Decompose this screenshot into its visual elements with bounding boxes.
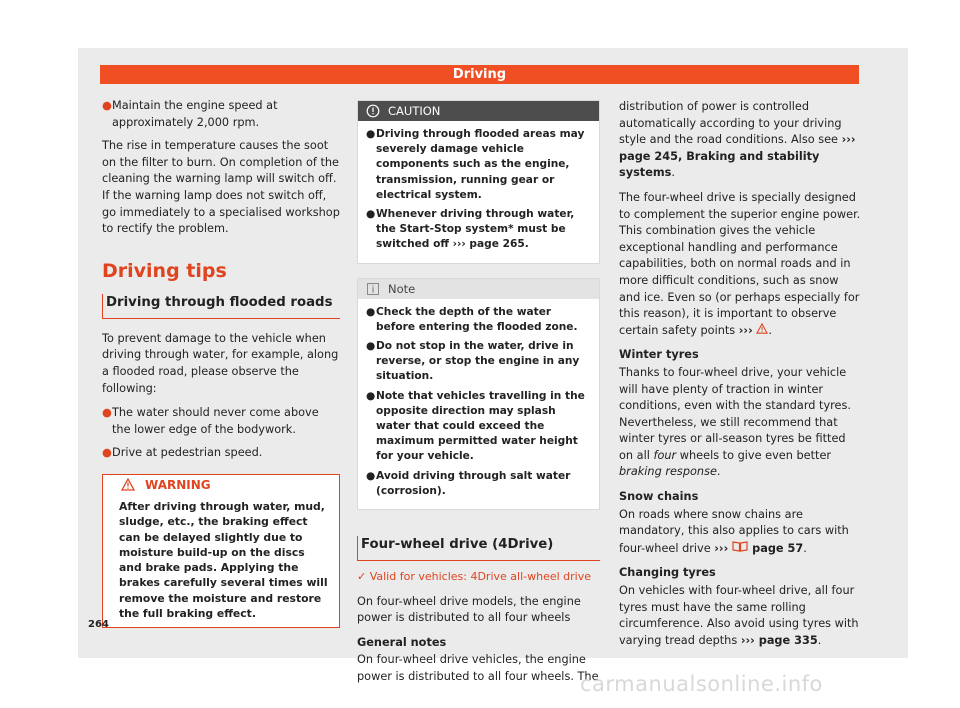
bullet-dot: ●: [366, 389, 376, 402]
caution-body: [358, 121, 599, 263]
paragraph: On four-wheel drive vehicles, the engine power is distributed to all four wheels. The: [357, 653, 599, 684]
minor-heading: Snow chains: [619, 490, 699, 504]
section-title: Driving tips: [102, 259, 227, 282]
paragraph: On roads where snow chains are mandatory, this also applies to cars with four-wheel drive ››› page 57.: [619, 507, 849, 555]
list-item: ● Whenever driving through water, the Start-Stop system* must be switched off ››› page 265.: [366, 208, 575, 251]
minor-heading: General notes: [357, 635, 447, 649]
list-item: ● Check the depth of the water before entering the flooded zone.: [366, 305, 578, 333]
list-item: ● Avoid driving through salt water (corrosion).: [366, 469, 571, 497]
warning-triangle-icon: [121, 478, 135, 491]
paragraph: To prevent damage to the vehicle when driving through water, for example, along a flooded road, please observe the following:: [102, 331, 339, 395]
column-left: [102, 98, 340, 628]
paragraph: On four-wheel drive models, the engine power is distributed to all four wheels: [357, 594, 581, 625]
watermark: carmanualsonline.info: [580, 672, 823, 696]
running-header: Driving: [100, 65, 859, 84]
note-body: [358, 299, 599, 509]
page-link[interactable]: ››› page 57: [714, 541, 804, 555]
bullet-dot: ●: [366, 128, 376, 140]
paragraph: distribution of power is controlled automatically according to your driving style and the road conditions. Also see ››› page 245, Braking and stability systems.: [619, 100, 856, 180]
list-item: ● Drive at pedestrian speed.: [102, 445, 340, 462]
list-item: ● Maintain the engine speed at approximately 2,000 rpm.: [102, 99, 278, 129]
note-header: Note: [358, 279, 599, 299]
paragraph: The rise in temperature causes the soot on the filter to burn. On completion of the cleaning the warning lamp will switch off. If the warning lamp does not switch off, go immediately to a specialised workshop to rectify the problem.: [102, 139, 340, 236]
bullet-dot: ●: [366, 305, 376, 318]
bullet-dot: ●: [366, 208, 376, 221]
list-item: ● The water should never come above the lower edge of the bodywork.: [102, 406, 319, 436]
paragraph: Thanks to four-wheel drive, your vehicle will have plenty of traction in winter conditions, even with the standard tyres. Nevertheless, we still recommend that winter tyres or all-season tyres be fitted on all four wheels to give even better braking response.: [619, 365, 851, 479]
caution-box: [357, 100, 600, 264]
minor-heading: Changing tyres: [619, 566, 716, 580]
paragraph: The four-wheel drive is specially designed to complement the superior engine power. This combination gives the vehicle exceptional handling and performance capabilities, both on normal roads and in more difficult conditions, such as snow and ice. Even so (or perhaps especially for this reason), it is important to observe certain safety points ››› .: [619, 190, 861, 337]
note-box: [357, 278, 600, 510]
warning-header: WARNING: [103, 475, 339, 495]
page-link[interactable]: ›››: [738, 323, 753, 337]
bullet-dot: ●: [366, 340, 376, 353]
page-link[interactable]: ››› page 335: [740, 633, 818, 647]
minor-heading: Winter tyres: [619, 348, 699, 362]
caution-circle-icon: [366, 104, 380, 118]
list-item: ● Note that vehicles travelling in the opposite direction may splash water that could exceed the maximum permitted water height for your vehicle.: [366, 389, 585, 463]
info-icon: [366, 282, 380, 296]
warning-triangle-icon: [756, 323, 768, 334]
bullet-dot: ●: [366, 469, 376, 482]
subsection-title: Driving through flooded roads: [102, 294, 340, 319]
book-icon: [732, 540, 748, 552]
page-link[interactable]: ››› page 265.: [452, 238, 529, 251]
check-icon: ✓: [357, 570, 367, 584]
page-link[interactable]: ››› page 245, Braking and stability systems: [619, 133, 856, 180]
page-number: 264: [88, 619, 109, 630]
warning-text: After driving through water, mud, sludge, etc., the braking effect can be delayed slightly due to moisture build-up on the discs and brake pads. Applying the brakes carefully several times will remove the moisture and restore the full braking effect.: [119, 499, 328, 620]
bullet-dot: ●: [102, 406, 112, 420]
list-item: ● Do not stop in the water, drive in reverse, or stop the engine in any situation.: [366, 340, 580, 383]
bullet-dot: ●: [102, 99, 112, 112]
validity-note: ✓ Valid for vehicles: 4Drive all-wheel drive: [357, 570, 591, 584]
warning-box: [102, 474, 340, 628]
column-middle: [357, 100, 600, 694]
bullet-dot: ●: [102, 446, 112, 460]
caution-header: CAUTION: [358, 101, 599, 121]
subsection-title: Four-wheel drive (4Drive): [357, 536, 600, 561]
paragraph: On vehicles with four-wheel drive, all four tyres must have the same rolling circumference. Also avoid using tyres with varying tread depths ››› page 335.: [619, 584, 859, 647]
column-right: [619, 99, 861, 657]
list-item: ● Driving through flooded areas may severely damage vehicle components such as the engine, transmission, running gear or electrical system.: [366, 128, 585, 201]
